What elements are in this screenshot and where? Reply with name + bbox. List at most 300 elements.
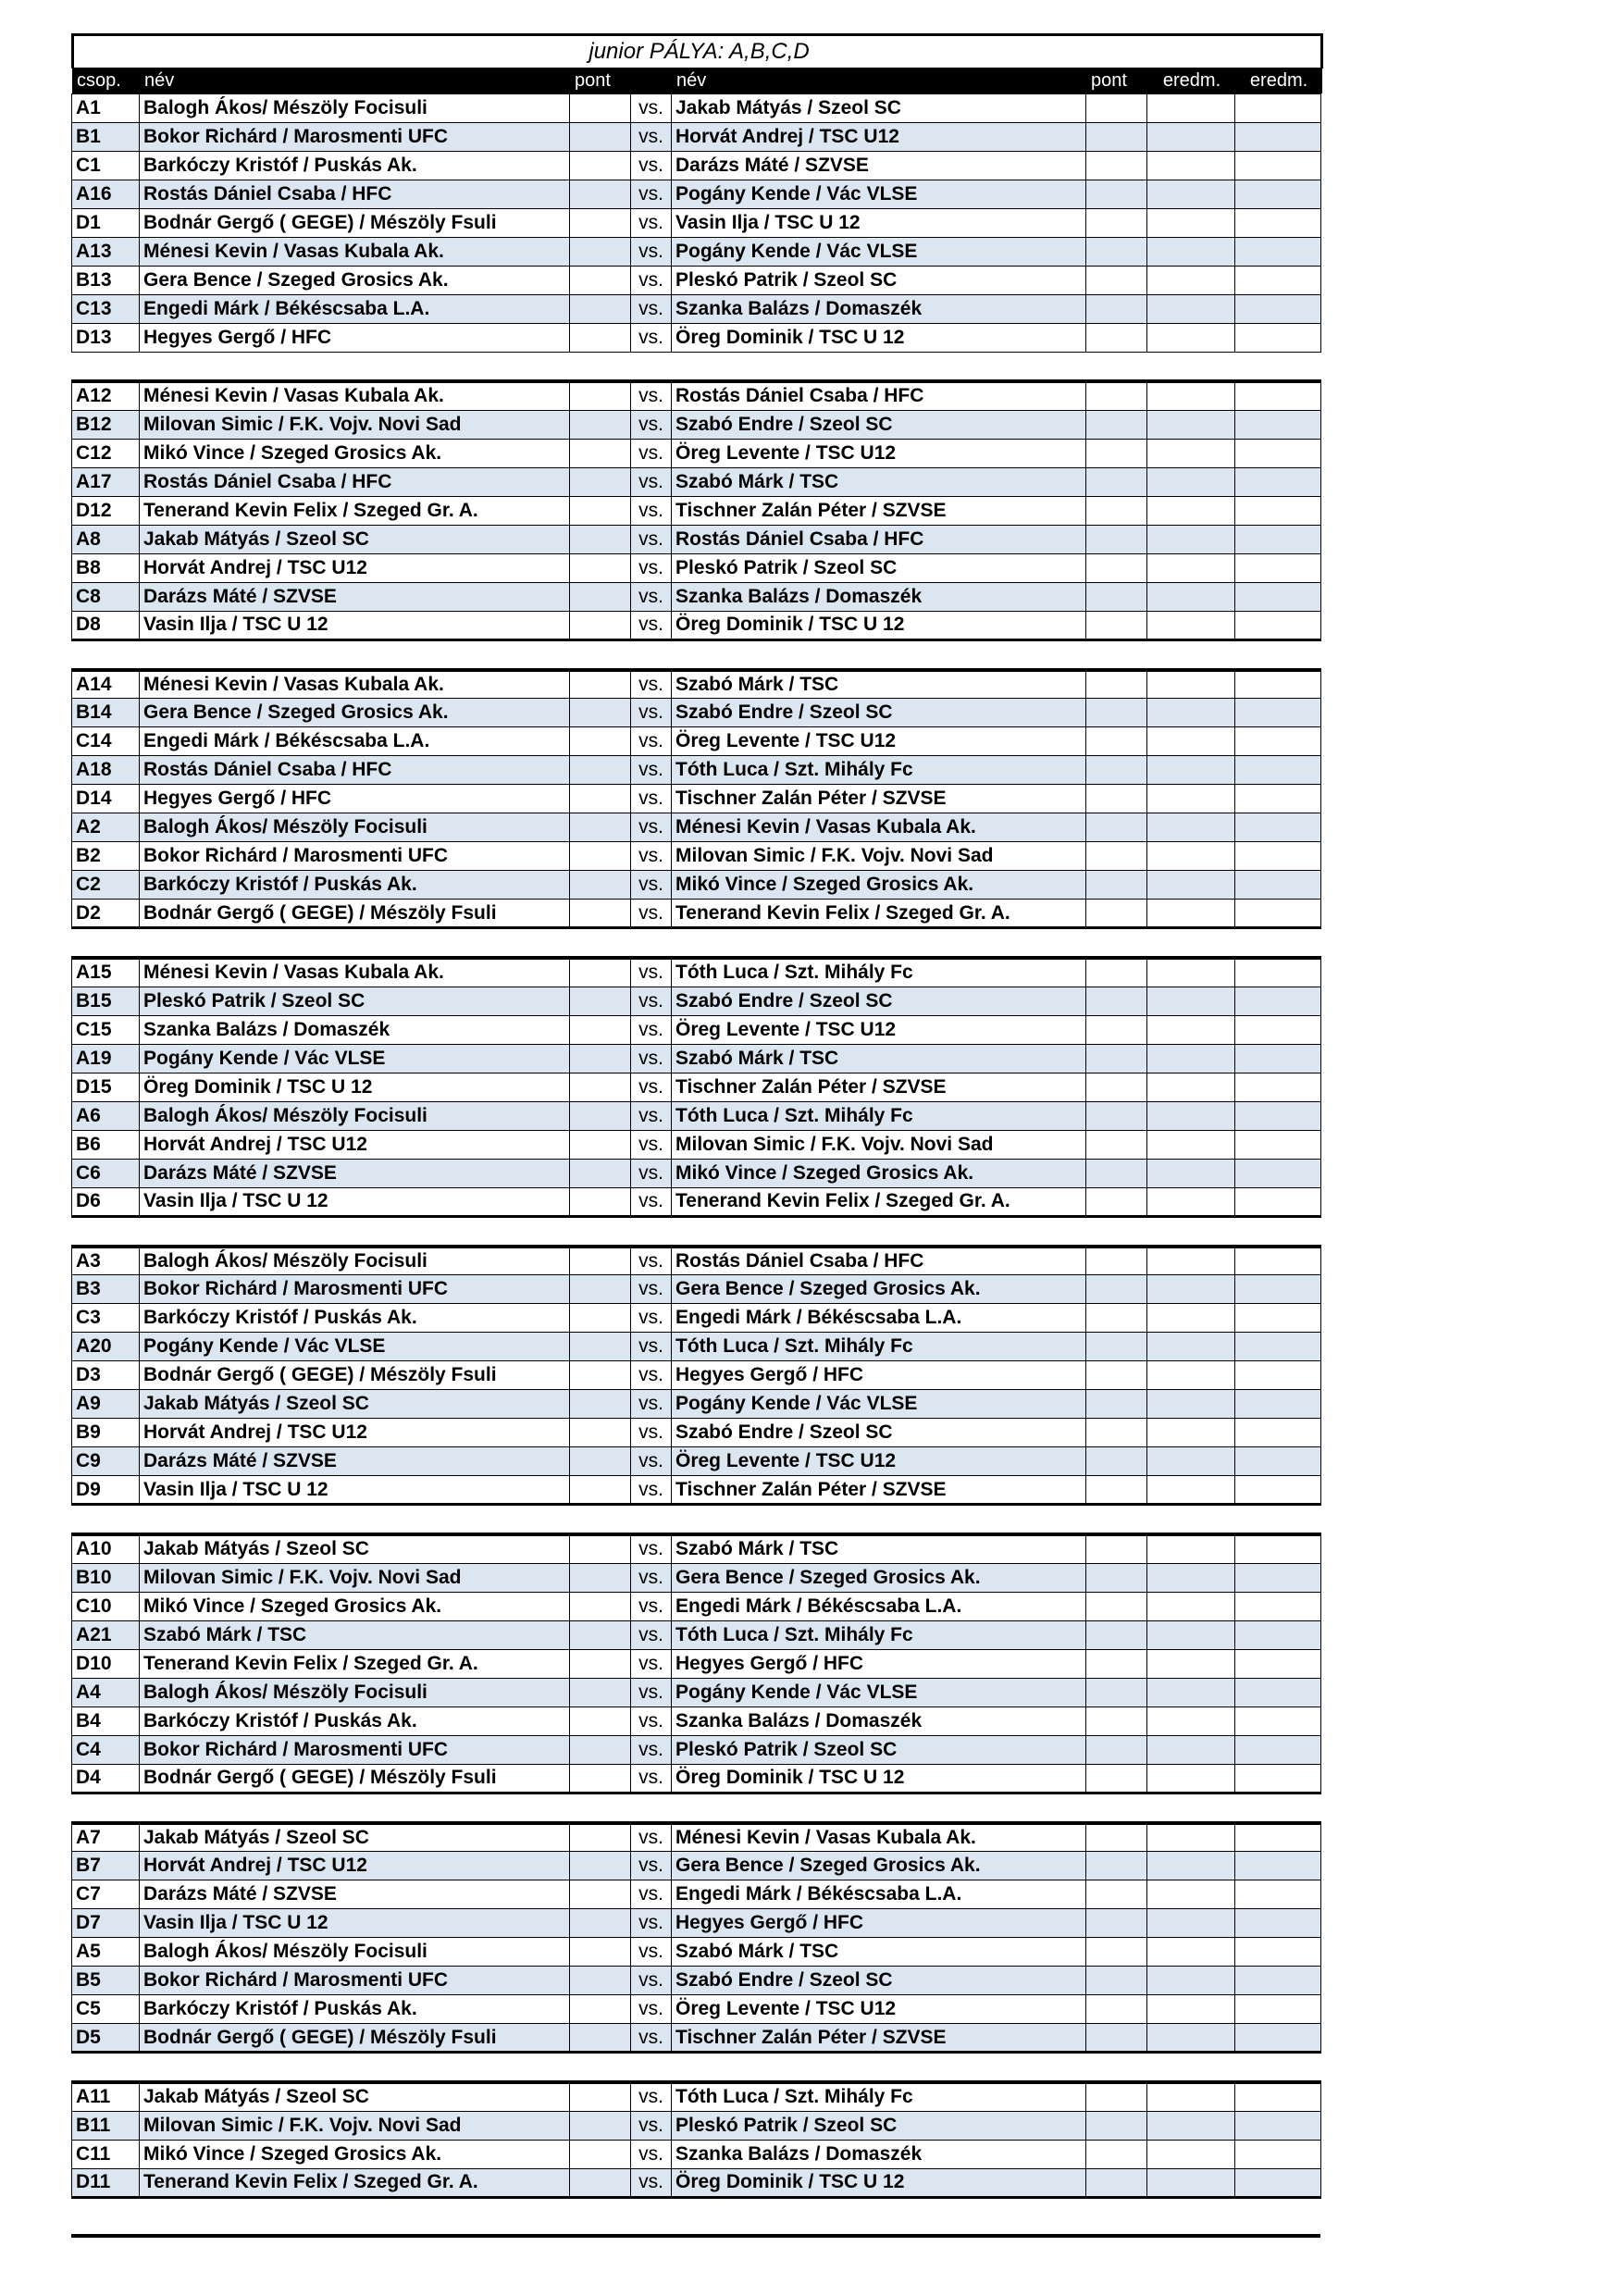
result-cell-2[interactable] <box>1235 1044 1321 1073</box>
result-cell-2[interactable] <box>1235 439 1321 467</box>
away-points-cell[interactable] <box>1086 439 1147 467</box>
result-cell-1[interactable] <box>1147 553 1235 582</box>
home-points-cell[interactable] <box>570 1995 631 2024</box>
result-cell-2[interactable] <box>1235 1476 1321 1505</box>
home-points-cell[interactable] <box>570 1447 631 1476</box>
result-cell-1[interactable] <box>1147 2140 1235 2168</box>
result-cell-2[interactable] <box>1235 611 1321 639</box>
column-header-away-name: név <box>673 68 1087 93</box>
result-cell-1[interactable] <box>1147 1706 1235 1735</box>
result-cell-2[interactable] <box>1235 1390 1321 1419</box>
vs-label: vs. <box>631 2082 672 2111</box>
result-cell-1[interactable] <box>1147 180 1235 209</box>
away-points-cell[interactable] <box>1086 1390 1147 1419</box>
home-points-cell[interactable] <box>570 1247 631 1275</box>
match-row <box>72 238 1321 267</box>
home-points-cell[interactable] <box>570 1620 631 1649</box>
home-points-cell[interactable] <box>570 611 631 639</box>
result-cell-2[interactable] <box>1235 1678 1321 1706</box>
match-row <box>72 1419 1321 1447</box>
home-points-cell[interactable] <box>570 1852 631 1880</box>
home-team-name: Barkóczy Kristóf / Puskás Ak. <box>140 1706 570 1735</box>
away-team-name: Öreg Dominik / TSC U 12 <box>672 1764 1086 1793</box>
home-points-cell[interactable] <box>570 1361 631 1390</box>
home-points-cell[interactable] <box>570 582 631 611</box>
away-points-cell[interactable] <box>1086 1015 1147 1044</box>
column-header-home-points: pont <box>571 68 632 93</box>
result-cell-2[interactable] <box>1235 152 1321 180</box>
result-cell-2[interactable] <box>1235 1649 1321 1678</box>
home-points-cell[interactable] <box>570 496 631 525</box>
home-points-cell[interactable] <box>570 1159 631 1187</box>
away-points-cell[interactable] <box>1086 1044 1147 1073</box>
away-points-cell[interactable] <box>1086 1823 1147 1852</box>
away-points-cell[interactable] <box>1086 267 1147 295</box>
result-cell-1[interactable] <box>1147 1159 1235 1187</box>
away-points-cell[interactable] <box>1086 152 1147 180</box>
away-points-cell[interactable] <box>1086 727 1147 756</box>
result-cell-2[interactable] <box>1235 1130 1321 1159</box>
away-points-cell[interactable] <box>1086 1187 1147 1216</box>
home-points-cell[interactable] <box>570 987 631 1015</box>
away-points-cell[interactable] <box>1086 1678 1147 1706</box>
match-code: D15 <box>72 1073 140 1101</box>
away-points-cell[interactable] <box>1086 410 1147 439</box>
match-code: B13 <box>72 267 140 295</box>
result-cell-2[interactable] <box>1235 958 1321 987</box>
result-cell-2[interactable] <box>1235 842 1321 871</box>
result-cell-2[interactable] <box>1235 1909 1321 1938</box>
away-points-cell[interactable] <box>1086 1649 1147 1678</box>
result-cell-2[interactable] <box>1235 871 1321 900</box>
result-cell-2[interactable] <box>1235 1333 1321 1361</box>
match-code: B11 <box>72 2111 140 2140</box>
home-team-name: Balogh Ákos/ Mészöly Focisuli <box>140 1247 570 1275</box>
away-points-cell[interactable] <box>1086 1592 1147 1620</box>
result-cell-2[interactable] <box>1235 496 1321 525</box>
result-cell-2[interactable] <box>1235 410 1321 439</box>
home-points-cell[interactable] <box>570 900 631 928</box>
result-cell-2[interactable] <box>1235 1735 1321 1764</box>
home-points-cell[interactable] <box>570 2111 631 2140</box>
result-cell-2[interactable] <box>1235 1015 1321 1044</box>
result-cell-2[interactable] <box>1235 1938 1321 1967</box>
away-points-cell[interactable] <box>1086 871 1147 900</box>
home-points-cell[interactable] <box>570 1275 631 1304</box>
home-points-cell[interactable] <box>570 2140 631 2168</box>
home-points-cell[interactable] <box>570 1015 631 1044</box>
away-points-cell[interactable] <box>1086 958 1147 987</box>
away-points-cell[interactable] <box>1086 1247 1147 1275</box>
result-cell-1[interactable] <box>1147 1534 1235 1563</box>
result-cell-2[interactable] <box>1235 670 1321 699</box>
home-points-cell[interactable] <box>570 410 631 439</box>
result-cell-2[interactable] <box>1235 553 1321 582</box>
result-cell-1[interactable] <box>1147 1304 1235 1333</box>
result-cell-1[interactable] <box>1147 1938 1235 1967</box>
home-points-cell[interactable] <box>570 553 631 582</box>
result-cell-1[interactable] <box>1147 267 1235 295</box>
vs-label: vs. <box>631 209 672 238</box>
match-row <box>72 1938 1321 1967</box>
result-cell-1[interactable] <box>1147 1678 1235 1706</box>
result-cell-1[interactable] <box>1147 1130 1235 1159</box>
home-team-name: Bodnár Gergő ( GEGE) / Mészöly Fsuli <box>140 1361 570 1390</box>
result-cell-2[interactable] <box>1235 381 1321 410</box>
away-points-cell[interactable] <box>1086 1447 1147 1476</box>
home-points-cell[interactable] <box>570 1909 631 1938</box>
result-cell-2[interactable] <box>1235 1187 1321 1216</box>
result-cell-1[interactable] <box>1147 1187 1235 1216</box>
away-points-cell[interactable] <box>1086 2140 1147 2168</box>
home-points-cell[interactable] <box>570 209 631 238</box>
result-cell-1[interactable] <box>1147 2082 1235 2111</box>
result-cell-1[interactable] <box>1147 439 1235 467</box>
home-points-cell[interactable] <box>570 1044 631 1073</box>
result-cell-1[interactable] <box>1147 1073 1235 1101</box>
home-points-cell[interactable] <box>570 699 631 727</box>
result-cell-1[interactable] <box>1147 209 1235 238</box>
away-points-cell[interactable] <box>1086 1735 1147 1764</box>
home-points-cell[interactable] <box>570 238 631 267</box>
home-points-cell[interactable] <box>570 1735 631 1764</box>
away-team-name: Pleskó Patrik / Szeol SC <box>672 2111 1086 2140</box>
away-points-cell[interactable] <box>1086 180 1147 209</box>
home-points-cell[interactable] <box>570 180 631 209</box>
result-cell-2[interactable] <box>1235 900 1321 928</box>
away-points-cell[interactable] <box>1086 2082 1147 2111</box>
result-cell-2[interactable] <box>1235 1534 1321 1563</box>
away-points-cell[interactable] <box>1086 813 1147 842</box>
result-cell-1[interactable] <box>1147 2024 1235 2053</box>
home-points-cell[interactable] <box>570 2168 631 2197</box>
result-cell-2[interactable] <box>1235 2140 1321 2168</box>
result-cell-1[interactable] <box>1147 525 1235 553</box>
result-cell-2[interactable] <box>1235 525 1321 553</box>
away-points-cell[interactable] <box>1086 295 1147 324</box>
away-points-cell[interactable] <box>1086 1967 1147 1995</box>
result-cell-1[interactable] <box>1147 1592 1235 1620</box>
home-points-cell[interactable] <box>570 467 631 496</box>
result-cell-2[interactable] <box>1235 180 1321 209</box>
result-cell-1[interactable] <box>1147 238 1235 267</box>
home-points-cell[interactable] <box>570 94 631 123</box>
home-points-cell[interactable] <box>570 267 631 295</box>
home-points-cell[interactable] <box>570 1823 631 1852</box>
result-cell-2[interactable] <box>1235 1419 1321 1447</box>
result-cell-2[interactable] <box>1235 2111 1321 2140</box>
home-points-cell[interactable] <box>570 1592 631 1620</box>
result-cell-1[interactable] <box>1147 670 1235 699</box>
match-code: A8 <box>72 525 140 553</box>
result-cell-2[interactable] <box>1235 1823 1321 1852</box>
result-cell-1[interactable] <box>1147 871 1235 900</box>
result-cell-1[interactable] <box>1147 1390 1235 1419</box>
away-points-cell[interactable] <box>1086 1159 1147 1187</box>
home-points-cell[interactable] <box>570 381 631 410</box>
home-points-cell[interactable] <box>570 1333 631 1361</box>
away-points-cell[interactable] <box>1086 1706 1147 1735</box>
home-points-cell[interactable] <box>570 756 631 785</box>
result-cell-1[interactable] <box>1147 1880 1235 1909</box>
result-cell-2[interactable] <box>1235 123 1321 152</box>
result-cell-2[interactable] <box>1235 1706 1321 1735</box>
away-points-cell[interactable] <box>1086 1563 1147 1592</box>
result-cell-2[interactable] <box>1235 1967 1321 1995</box>
home-points-cell[interactable] <box>570 1476 631 1505</box>
match-code: B15 <box>72 987 140 1015</box>
away-points-cell[interactable] <box>1086 1361 1147 1390</box>
match-row <box>72 727 1321 756</box>
result-cell-1[interactable] <box>1147 842 1235 871</box>
result-cell-1[interactable] <box>1147 1967 1235 1995</box>
away-team-name: Szabó Endre / Szeol SC <box>672 410 1086 439</box>
home-points-cell[interactable] <box>570 1678 631 1706</box>
home-team-name: Jakab Mátyás / Szeol SC <box>140 1534 570 1563</box>
away-points-cell[interactable] <box>1086 1620 1147 1649</box>
home-points-cell[interactable] <box>570 295 631 324</box>
result-cell-2[interactable] <box>1235 785 1321 813</box>
result-cell-2[interactable] <box>1235 209 1321 238</box>
result-cell-2[interactable] <box>1235 238 1321 267</box>
result-cell-2[interactable] <box>1235 582 1321 611</box>
result-cell-2[interactable] <box>1235 324 1321 353</box>
result-cell-2[interactable] <box>1235 2024 1321 2053</box>
result-cell-1[interactable] <box>1147 1995 1235 2024</box>
result-cell-2[interactable] <box>1235 1620 1321 1649</box>
result-cell-1[interactable] <box>1147 1909 1235 1938</box>
result-cell-1[interactable] <box>1147 1764 1235 1793</box>
match-row <box>72 324 1321 353</box>
result-cell-1[interactable] <box>1147 813 1235 842</box>
result-cell-1[interactable] <box>1147 958 1235 987</box>
home-points-cell[interactable] <box>570 1101 631 1130</box>
away-points-cell[interactable] <box>1086 381 1147 410</box>
away-points-cell[interactable] <box>1086 238 1147 267</box>
away-points-cell[interactable] <box>1086 1764 1147 1793</box>
result-cell-1[interactable] <box>1147 324 1235 353</box>
home-points-cell[interactable] <box>570 871 631 900</box>
home-points-cell[interactable] <box>570 1649 631 1678</box>
result-cell-2[interactable] <box>1235 1563 1321 1592</box>
away-points-cell[interactable] <box>1086 842 1147 871</box>
result-cell-1[interactable] <box>1147 152 1235 180</box>
away-points-cell[interactable] <box>1086 582 1147 611</box>
result-cell-1[interactable] <box>1147 987 1235 1015</box>
away-points-cell[interactable] <box>1086 1130 1147 1159</box>
result-cell-2[interactable] <box>1235 267 1321 295</box>
result-cell-2[interactable] <box>1235 1852 1321 1880</box>
away-points-cell[interactable] <box>1086 1852 1147 1880</box>
result-cell-1[interactable] <box>1147 1620 1235 1649</box>
home-points-cell[interactable] <box>570 123 631 152</box>
result-cell-1[interactable] <box>1147 1275 1235 1304</box>
home-points-cell[interactable] <box>570 1390 631 1419</box>
home-team-name: Bodnár Gergő ( GEGE) / Mészöly Fsuli <box>140 900 570 928</box>
home-points-cell[interactable] <box>570 1187 631 1216</box>
away-points-cell[interactable] <box>1086 324 1147 353</box>
home-points-cell[interactable] <box>570 1706 631 1735</box>
home-points-cell[interactable] <box>570 1563 631 1592</box>
away-points-cell[interactable] <box>1086 987 1147 1015</box>
result-cell-2[interactable] <box>1235 1995 1321 2024</box>
match-row <box>72 1909 1321 1938</box>
vs-label: vs. <box>631 2140 672 2168</box>
away-points-cell[interactable] <box>1086 1275 1147 1304</box>
home-points-cell[interactable] <box>570 525 631 553</box>
result-cell-2[interactable] <box>1235 295 1321 324</box>
vs-label: vs. <box>631 1678 672 1706</box>
away-points-cell[interactable] <box>1086 670 1147 699</box>
home-team-name: Vasin Ilja / TSC U 12 <box>140 1187 570 1216</box>
result-cell-1[interactable] <box>1147 727 1235 756</box>
home-points-cell[interactable] <box>570 1073 631 1101</box>
result-cell-2[interactable] <box>1235 1361 1321 1390</box>
result-cell-2[interactable] <box>1235 727 1321 756</box>
result-cell-2[interactable] <box>1235 1304 1321 1333</box>
home-points-cell[interactable] <box>570 670 631 699</box>
result-cell-1[interactable] <box>1147 582 1235 611</box>
home-points-cell[interactable] <box>570 958 631 987</box>
home-points-cell[interactable] <box>570 727 631 756</box>
match-row <box>72 2140 1321 2168</box>
result-cell-2[interactable] <box>1235 813 1321 842</box>
result-cell-2[interactable] <box>1235 2168 1321 2197</box>
result-cell-1[interactable] <box>1147 1101 1235 1130</box>
result-cell-1[interactable] <box>1147 756 1235 785</box>
away-points-cell[interactable] <box>1086 1995 1147 2024</box>
home-points-cell[interactable] <box>570 1938 631 1967</box>
result-cell-2[interactable] <box>1235 1880 1321 1909</box>
result-cell-1[interactable] <box>1147 410 1235 439</box>
home-team-name: Bokor Richárd / Marosmenti UFC <box>140 1967 570 1995</box>
result-cell-1[interactable] <box>1147 900 1235 928</box>
home-points-cell[interactable] <box>570 152 631 180</box>
away-points-cell[interactable] <box>1086 2024 1147 2053</box>
result-cell-2[interactable] <box>1235 1073 1321 1101</box>
home-points-cell[interactable] <box>570 842 631 871</box>
result-cell-1[interactable] <box>1147 1247 1235 1275</box>
home-points-cell[interactable] <box>570 2024 631 2053</box>
away-points-cell[interactable] <box>1086 785 1147 813</box>
home-points-cell[interactable] <box>570 1967 631 1995</box>
result-cell-1[interactable] <box>1147 496 1235 525</box>
away-points-cell[interactable] <box>1086 1476 1147 1505</box>
vs-label: vs. <box>631 467 672 496</box>
result-cell-2[interactable] <box>1235 1275 1321 1304</box>
home-points-cell[interactable] <box>570 1419 631 1447</box>
result-cell-2[interactable] <box>1235 94 1321 123</box>
result-cell-1[interactable] <box>1147 1333 1235 1361</box>
away-points-cell[interactable] <box>1086 496 1147 525</box>
vs-label: vs. <box>631 2168 672 2197</box>
result-cell-2[interactable] <box>1235 1247 1321 1275</box>
away-points-cell[interactable] <box>1086 525 1147 553</box>
result-cell-1[interactable] <box>1147 611 1235 639</box>
away-points-cell[interactable] <box>1086 123 1147 152</box>
home-points-cell[interactable] <box>570 785 631 813</box>
result-cell-1[interactable] <box>1147 2168 1235 2197</box>
away-points-cell[interactable] <box>1086 900 1147 928</box>
result-cell-2[interactable] <box>1235 1159 1321 1187</box>
home-points-cell[interactable] <box>570 1304 631 1333</box>
away-points-cell[interactable] <box>1086 2168 1147 2197</box>
vs-label: vs. <box>631 180 672 209</box>
result-cell-1[interactable] <box>1147 2111 1235 2140</box>
match-code: D7 <box>72 1909 140 1938</box>
result-cell-1[interactable] <box>1147 1447 1235 1476</box>
result-cell-2[interactable] <box>1235 1592 1321 1620</box>
result-cell-1[interactable] <box>1147 295 1235 324</box>
away-points-cell[interactable] <box>1086 553 1147 582</box>
result-cell-1[interactable] <box>1147 785 1235 813</box>
home-points-cell[interactable] <box>570 1534 631 1563</box>
result-cell-1[interactable] <box>1147 467 1235 496</box>
result-cell-2[interactable] <box>1235 1764 1321 1793</box>
home-points-cell[interactable] <box>570 439 631 467</box>
away-points-cell[interactable] <box>1086 94 1147 123</box>
result-cell-1[interactable] <box>1147 1476 1235 1505</box>
away-points-cell[interactable] <box>1086 1419 1147 1447</box>
home-points-cell[interactable] <box>570 1880 631 1909</box>
result-cell-2[interactable] <box>1235 2082 1321 2111</box>
result-cell-2[interactable] <box>1235 1101 1321 1130</box>
result-cell-2[interactable] <box>1235 699 1321 727</box>
match-code: A2 <box>72 813 140 842</box>
home-points-cell[interactable] <box>570 1130 631 1159</box>
home-points-cell[interactable] <box>570 813 631 842</box>
result-cell-1[interactable] <box>1147 1419 1235 1447</box>
away-points-cell[interactable] <box>1086 2111 1147 2140</box>
result-cell-2[interactable] <box>1235 1447 1321 1476</box>
result-cell-1[interactable] <box>1147 1852 1235 1880</box>
away-points-cell[interactable] <box>1086 1909 1147 1938</box>
result-cell-1[interactable] <box>1147 94 1235 123</box>
result-cell-1[interactable] <box>1147 381 1235 410</box>
away-points-cell[interactable] <box>1086 611 1147 639</box>
away-points-cell[interactable] <box>1086 1101 1147 1130</box>
result-cell-2[interactable] <box>1235 987 1321 1015</box>
home-points-cell[interactable] <box>570 1764 631 1793</box>
away-points-cell[interactable] <box>1086 1304 1147 1333</box>
result-cell-1[interactable] <box>1147 1649 1235 1678</box>
away-points-cell[interactable] <box>1086 1938 1147 1967</box>
result-cell-2[interactable] <box>1235 467 1321 496</box>
home-team-name: Milovan Simic / F.K. Vojv. Novi Sad <box>140 1563 570 1592</box>
result-cell-1[interactable] <box>1147 1735 1235 1764</box>
result-cell-1[interactable] <box>1147 1823 1235 1852</box>
result-cell-1[interactable] <box>1147 1044 1235 1073</box>
home-points-cell[interactable] <box>570 324 631 353</box>
vs-label: vs. <box>631 525 672 553</box>
result-cell-2[interactable] <box>1235 756 1321 785</box>
away-points-cell[interactable] <box>1086 1333 1147 1361</box>
result-cell-1[interactable] <box>1147 1361 1235 1390</box>
result-cell-1[interactable] <box>1147 699 1235 727</box>
away-points-cell[interactable] <box>1086 699 1147 727</box>
away-points-cell[interactable] <box>1086 1073 1147 1101</box>
result-cell-1[interactable] <box>1147 123 1235 152</box>
away-points-cell[interactable] <box>1086 467 1147 496</box>
away-points-cell[interactable] <box>1086 1534 1147 1563</box>
home-points-cell[interactable] <box>570 2082 631 2111</box>
away-points-cell[interactable] <box>1086 756 1147 785</box>
match-row <box>72 180 1321 209</box>
away-points-cell[interactable] <box>1086 209 1147 238</box>
result-cell-1[interactable] <box>1147 1015 1235 1044</box>
away-points-cell[interactable] <box>1086 1880 1147 1909</box>
result-cell-1[interactable] <box>1147 1563 1235 1592</box>
